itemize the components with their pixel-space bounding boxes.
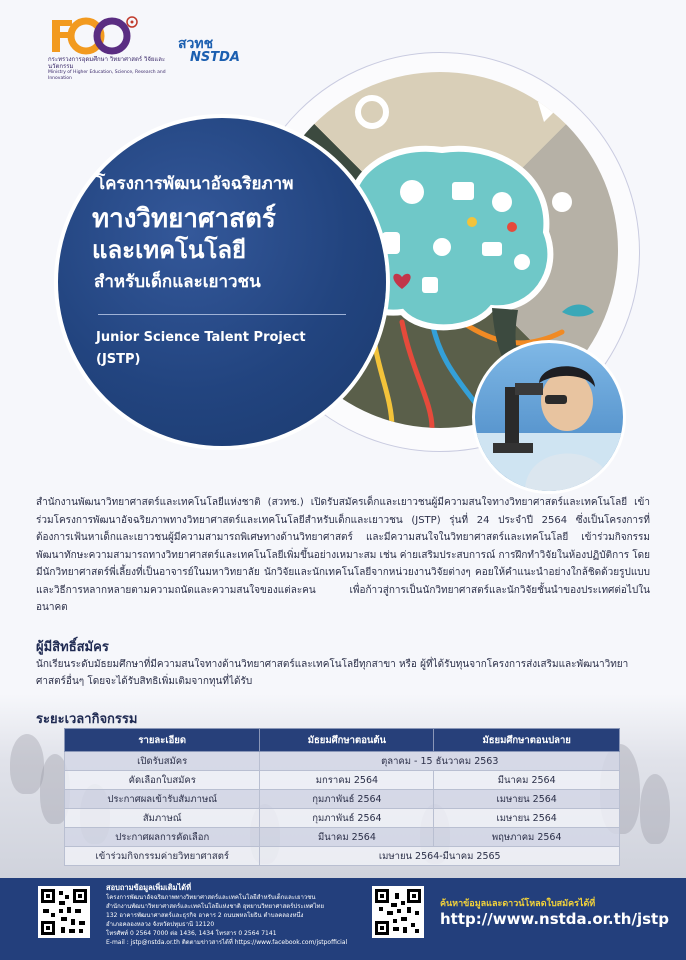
table-cell-detail: ประกาศผลเข้ารับสัมภาษณ์ [65, 790, 260, 809]
schedule-header-detail: รายละเอียด [65, 729, 260, 752]
table-row [65, 752, 620, 771]
table-cell-detail: เปิดรับสมัคร [65, 752, 260, 771]
table-cell-lower: มีนาคม 2564 [260, 828, 434, 847]
facebook-qr-code[interactable] [38, 886, 90, 938]
ministry-name [48, 56, 168, 82]
nstda-logo [178, 34, 274, 62]
title-line-2: ทางวิทยาศาสตร์ [92, 204, 276, 234]
website-qr-code[interactable] [372, 886, 424, 938]
title-line-1: โครงการพัฒนาอัจฉริยภาพ [96, 174, 294, 194]
table-cell-upper: เมษายน 2564 [434, 790, 620, 809]
title-divider [98, 314, 346, 315]
contact-line[interactable]: E-mail : jstp@nstda.or.th ติดตามข่าวสารได้ที่ https://www.facebook.com/jstpofficial [106, 939, 348, 946]
download-link[interactable]: http://www.nstda.or.th/jstp [440, 910, 669, 928]
schedule-header-upper: มัธยมศึกษาตอนปลาย [434, 729, 620, 752]
student-microscope-photo [472, 340, 626, 494]
table-cell-detail: ประกาศผลการคัดเลือก [65, 828, 260, 847]
table-row [65, 771, 620, 790]
table-row [65, 790, 620, 809]
contact-line: อำเภอคลองหลวง จังหวัดปทุมธานี 12120 [106, 921, 215, 928]
contact-line: โทรศัพท์ 0 2564 7000 ต่อ 1436, 1434 โทรสาร 0 2564 7141 [106, 930, 277, 937]
eligibility-title: ผู้มีสิทธิ์สมัคร [36, 640, 109, 655]
table-cell-lower: กุมภาพันธ์ 2564 [260, 809, 434, 828]
table-cell-merged: ตุลาคม - 15 ธันวาคม 2563 [260, 752, 620, 771]
ministry-logo-mark [48, 14, 144, 58]
table-cell-upper: พฤษภาคม 2564 [434, 828, 620, 847]
table-cell-upper: มีนาคม 2564 [434, 771, 620, 790]
schedule-title: ระยะเวลากิจกรรม [36, 712, 138, 727]
schedule-header-lower: มัธยมศึกษาตอนต้น [260, 729, 434, 752]
table-cell-lower: กุมภาพันธ์ 2564 [260, 790, 434, 809]
table-cell-detail: สัมภาษณ์ [65, 809, 260, 828]
svg-text:NSTDA: NSTDA [190, 50, 240, 62]
svg-text:สวทช: สวทช [178, 36, 214, 52]
contact-line: สำนักงานพัฒนาวิทยาศาสตร์และเทคโนโลยีแห่งชาติ อุทยานวิทยาศาสตร์ประเทศไทย [106, 903, 324, 910]
table-row [65, 828, 620, 847]
qr-code-icon [41, 889, 87, 935]
table-row [65, 809, 620, 828]
qr-code-icon [375, 889, 421, 935]
ministry-logo [48, 10, 166, 81]
title-circle [58, 118, 386, 446]
intro-paragraph: สำนักงานพัฒนาวิทยาศาสตร์และเทคโนโลยีแห่งชาติ (สวทช.) เปิดรับสมัครเด็กและเยาวชนผู้มีความสนใจทางวิทยาศาสตร์และเทคโนโลยี เข้าร่วมโครงการพัฒนาอัจฉริยภาพทางวิทยาศาสตร์และเทคโนโลยีสำหรับเด็กและเยาวชน (JSTP) รุ่นที่ 24 ประจำปี 2564 ซึ่งเป็นโครงการที่ต้องการเฟ้นหาเด็กและเยาวชนผู้มีความสามารถพิเศษทางด้านวิทยาศาสตร์ และมีความสนใจในวิทยาศาสตร์และเทคโนโลยี เข้าร่วมกิจกรรมพัฒนาทักษะความสามารถทางวิทยาศาสตร์และเทคโนโลยีเพิ่มขึ้นอย่างเหมาะสม เช่น ค่ายเสริมประสบการณ์ การฝึกทำวิจัยในห้องปฏิบัติการ โดยมีนักวิทยาศาสตร์พี่เลี้ยงที่เป็นอาจารย์ในมหาวิทยาลัย นักวิจัยและนักเทคโนโลยีจากหน่วยงานวิจัยต่างๆ คอยให้คำแนะนำอย่างใกล้ชิดด้วยรูปแบบและวิธีการหลากหลายตามความถนัดและความสนใจของแต่ละคน เพื่อก้าวสู่การเป็นนักวิทยาศาสตร์และนักวิจัยชั้นนำของประเทศต่อไปในอนาคต [36, 497, 651, 613]
contact-info [106, 882, 366, 947]
title-english-abbrev: (JSTP) [96, 352, 141, 367]
table-cell-merged: เมษายน 2564-มีนาคม 2565 [260, 847, 620, 866]
download-label: ค้นหาข้อมูลและดาวน์โหลดใบสมัครได้ที่ [440, 899, 596, 909]
title-line-4: สำหรับเด็กและเยาวชน [94, 272, 261, 292]
ministry-name-en: Ministry of Higher Education, Science, Research and Innovation [48, 70, 166, 81]
title-line-3: และเทคโนโลยี [92, 236, 247, 264]
contact-line: โครงการพัฒนาอัจฉริยภาพทางวิทยาศาสตร์และเทคโนโลยีสำหรับเด็กและเยาวชน [106, 894, 316, 901]
table-cell-upper: เมษายน 2564 [434, 809, 620, 828]
table-row [65, 847, 620, 866]
schedule-table [64, 728, 620, 866]
ministry-name-th: กระทรวงการอุดมศึกษา วิทยาศาสตร์ วิจัยและนวัตกรรม [48, 56, 166, 70]
contact-heading: สอบถามข้อมูลเพิ่มเติมได้ที่ [106, 883, 192, 892]
title-english: Junior Science Talent Project [96, 330, 306, 345]
table-cell-detail: เข้าร่วมกิจกรรมค่ายวิทยาศาสตร์ [65, 847, 260, 866]
contact-line: 132 อาคารพัฒนาศาสตร์และธุรกิจ อาคาร 2 ถนนพหลโยธิน ตำบลคลองหนึ่ง [106, 912, 304, 919]
eligibility-text: นักเรียนระดับมัธยมศึกษาที่มีความสนใจทางด้านวิทยาศาสตร์และเทคโนโลยีทุกสาขา หรือ ผู้ที่ได้รับทุนจากโครงการส่งเสริมและพัฒนาวิทยาศาสตร์อื่นๆ โดยจะได้รับสิทธิเพิ่มเติมจากทุนที่ได้รับ [36, 659, 629, 687]
table-cell-detail: คัดเลือกใบสมัคร [65, 771, 260, 790]
schedule-header-row [65, 729, 620, 752]
table-cell-lower: มกราคม 2564 [260, 771, 434, 790]
